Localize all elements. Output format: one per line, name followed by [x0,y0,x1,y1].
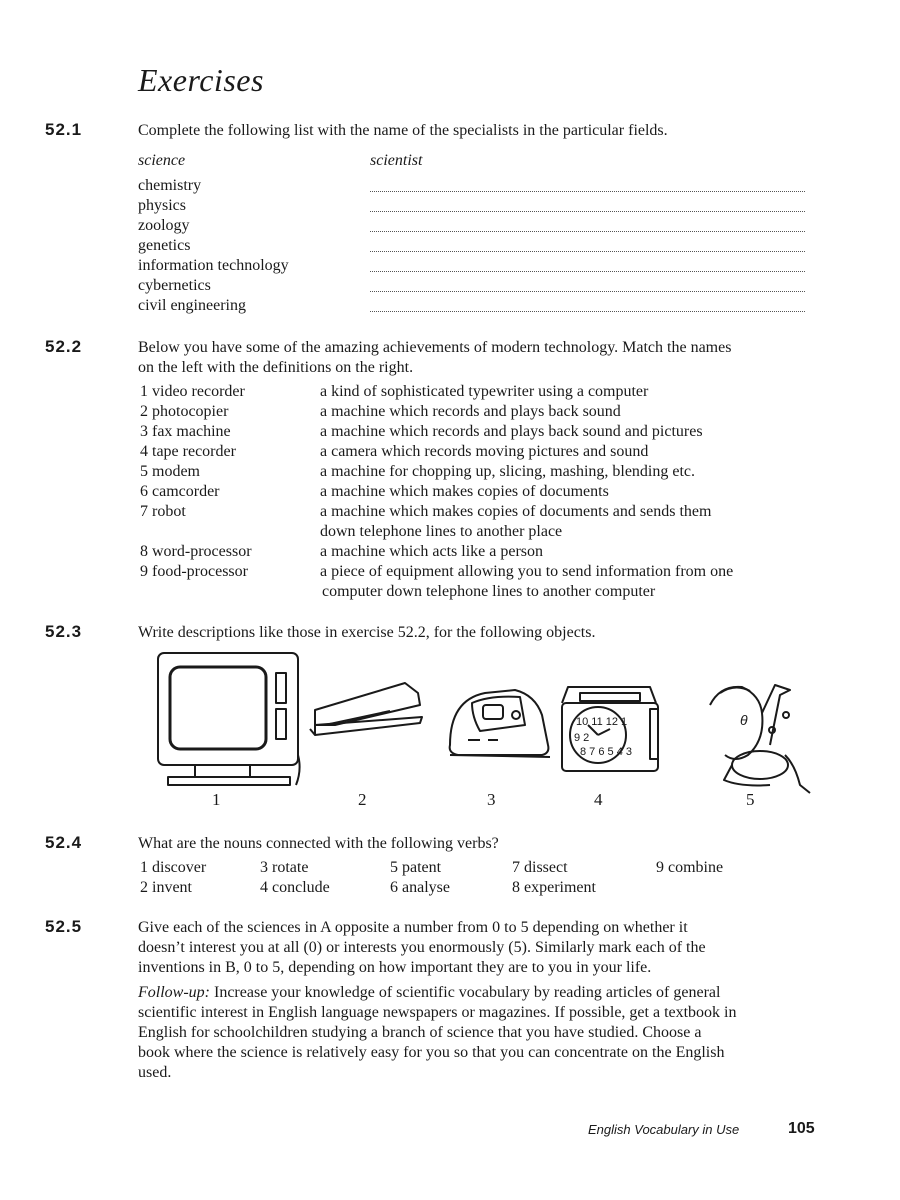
verb-item: 9 combine [656,859,724,876]
science-item: chemistry [138,177,202,194]
answer-line[interactable] [370,190,805,192]
page-number: 105 [788,1120,815,1137]
book-title: English Vocabulary in Use [588,1122,740,1137]
object-number: 1 [212,790,221,809]
followup-text: used. [138,1064,172,1081]
object-number: 5 [746,790,755,809]
invention-name: 2 photocopier [140,403,229,420]
followup-paragraph [138,983,720,1003]
exercise-number: 52.4 [45,833,83,852]
answer-line[interactable] [370,210,805,212]
definition: a kind of sophisticated typewriter using a computer [320,383,649,400]
invention-name: 4 tape recorder [140,443,236,460]
page-title: Exercises [138,62,264,98]
answer-line[interactable] [370,270,805,272]
followup-text: book where the science is relatively easy for you so that you can concentrate on the English [138,1044,725,1061]
verb-item: 6 analyse [390,879,450,896]
clock-numeral: 9 2 [574,732,590,744]
object-number: 4 [594,790,603,809]
definition: a machine which makes copies of documents and sends them [320,503,712,520]
food-processor-icon [710,685,810,793]
science-item: genetics [138,237,191,254]
answer-line[interactable] [370,250,805,252]
followup-label: Follow-up: [138,984,210,1001]
alarm-clock-icon [562,687,658,771]
invention-name: 5 modem [140,463,200,480]
exercise-instruction: What are the nouns connected with the following verbs? [138,835,499,852]
answer-line[interactable] [370,230,805,232]
exercise-number: 52.3 [45,622,83,641]
verb-item: 3 rotate [260,859,309,876]
stapler-icon [310,683,422,735]
followup-text: Increase your knowledge of scientific vocabulary by reading articles of general [214,984,721,1001]
invention-name: 9 food-processor [140,563,248,580]
clock-numeral: 10 11 12 1 [576,716,628,728]
exercise-text: doesn’t interest you at all (0) or interests you enormously (5). Similarly mark each of the [138,939,706,956]
verb-item: 8 experiment [512,879,596,896]
iron-icon [450,690,550,757]
invention-name: 3 fax machine [140,423,231,440]
definition: down telephone lines to another place [320,523,563,540]
exercise-instruction: Complete the following list with the name of the specialists in the particular fields. [138,122,668,139]
verb-item: 1 discover [140,859,207,876]
exercise-instruction: Write descriptions like those in exercise 52.2, for the following objects. [138,624,596,641]
verb-item: 7 dissect [512,859,568,876]
computer-monitor-icon [158,653,300,785]
exercise-text: inventions in B, 0 to 5, depending on how important they are to you in your life. [138,959,652,976]
exercise-text: Give each of the sciences in A opposite a number from 0 to 5 depending on whether it [138,919,688,936]
verb-item: 2 invent [140,879,192,896]
definition: a machine which acts like a person [320,543,544,560]
exercise-number: 52.1 [45,120,83,139]
exercise-number: 52.2 [45,337,83,356]
science-item: cybernetics [138,277,211,294]
definition: a camera which records moving pictures and sound [320,443,649,460]
invention-name: 8 word-processor [140,543,252,560]
exercise-number: 52.5 [45,917,83,936]
followup-text: English for schoolchildren studying a branch of science that you have studied. Choose a [138,1024,702,1041]
verb-item: 4 conclude [260,879,330,896]
definition: a machine for chopping up, slicing, mashing, blending etc. [320,463,696,480]
answer-line[interactable] [370,290,805,292]
mixer-dial-mark: θ [740,712,748,728]
definition: computer down telephone lines to another computer [322,583,656,600]
object-number: 2 [358,790,367,809]
invention-name: 7 robot [140,503,186,520]
science-item: physics [138,197,186,214]
column-header-science: science [138,152,186,169]
definition: a piece of equipment allowing you to send information from one [320,563,734,580]
invention-name: 1 video recorder [140,383,245,400]
invention-name: 6 camcorder [140,483,220,500]
verb-item: 5 patent [390,859,442,876]
definition: a machine which records and plays back sound [320,403,621,420]
science-item: civil engineering [138,297,246,314]
definition: a machine which records and plays back sound and pictures [320,423,703,440]
clock-numeral: 8 7 6 5 4 3 [580,746,632,758]
column-header-scientist: scientist [370,152,423,169]
answer-line[interactable] [370,310,805,312]
science-item: information technology [138,257,289,274]
definition: a machine which makes copies of documents [320,483,609,500]
followup-text: scientific interest in English language newspapers or magazines. If possible, get a textbook in [138,1004,737,1021]
object-number: 3 [487,790,496,809]
science-item: zoology [138,217,190,234]
exercise-instruction: on the left with the definitions on the right. [138,359,414,376]
exercise-instruction: Below you have some of the amazing achievements of modern technology. Match the names [138,339,732,356]
